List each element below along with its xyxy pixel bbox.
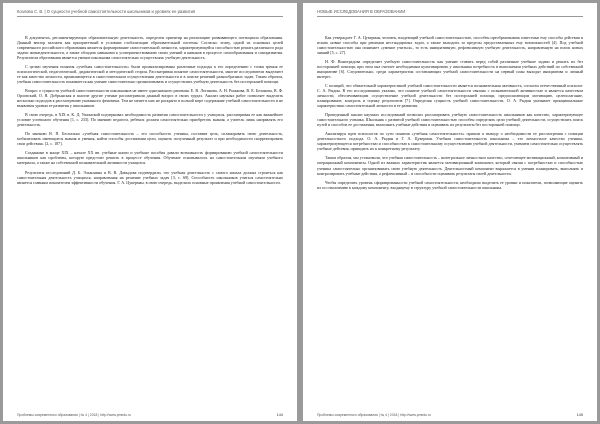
paragraph: В документах, регламентирующих образовательную деятельность, определен ориентир на реализацию развивающего потенциала образования. Данный вектор заложен как приоритетный в условиях глобализации образовательной системы. Согласно этому, одной из основных целей современного российского образования является формирование самостоятельной личности, характеризующейся способностью решать различного рода задачи жизнедеятельности, а также обладать навыками к усовершенствованию своих умений и навыков в процессе самообразования и саморазвития. Результатом образования является умение школьника самостоятельно осуществлять учебную деятельность. <box>17 34 283 60</box>
right-page <box>303 3 597 421</box>
footer-left <box>17 413 283 417</box>
footer-journal: Проблемы современного образования | № 4 | 2018 | http://www.pmedu.ru <box>317 413 432 417</box>
paragraph: С позиций, что обязательной характеристикой учебной самостоятельности является познавательная активность, согласен отечественный психолог С. А. Рыдин. В его исследованиях указано, что понятие учебной самостоятельности связано с познавательной активностью и является качеством личности, обеспечивающим осуществление учебной деятельности без посторонней помощи, предполагающим мотивацию, целеполагание, планирование, контроль и оценку результатов [7]. Определяя сущность учебной самостоятельности, О. А. Рыдин указывает принципиальные характеристики самостоятельной личности и ее развития. <box>317 82 583 109</box>
left-page <box>3 3 297 421</box>
paragraph: Созданные в конце XIX – начале XX вв. учебные книги и учебные пособия давали возможность формированию учебной самостоятельности школьников как проблемы, которую предстоит решить в процессе обучения. Обучение основывалось на самостоятельном изучении учебного материала, а также на собственной познавательной активности учащихся. <box>17 150 283 166</box>
paragraph: Проведенный анализ научных исследований позволил рассматривать учебную самостоятельность школьников как качество, характеризующее самостоятельного ученика. Школьник с развитой учебной самостоятельностью способен определять цели учебной деятельности, осуществлять поиск путей и способов ее достижения, выполнять учебные действия и оценивать их результаты без посторонней помощи. <box>317 112 583 128</box>
paragraph: По мнению В. П. Беспалько «учебная самостоятельность – это способность ученика, поставив цель, спланировать свою деятельность, мобилизовать имеющиеся знания и умения, найти способы достижения цели, оценить полученный результат и при необходимости скорректировать свои действия» [2, с. 187]. <box>17 131 283 147</box>
paragraph: Чтобы определить уровень сформированности учебной самостоятельности, необходимо выделить ее уровни и показатели, позволяющие оценить их по отношению к каждому компоненту, входящему в структуру учебной самостоятельности школьника. <box>317 179 583 190</box>
page-number: 145 <box>576 413 583 417</box>
paragraph: Анализируя идеи психологов по сути понятия «учебная самостоятельность» пришли к выводу о необходимости ее рассмотрения с позиции деятельностного подхода. О. А. Рыдин и Г. А. Цукерман. Учебная самостоятельность школьника – это личностное качество ученика, характеризующееся потребностью и способностью к самостоятельному осуществлению учебной деятельности, умением самостоятельно осуществлять учебные действия, приводить их к конкретному результату. <box>317 131 583 152</box>
paragraph: Результаты исследований Д. Б. Эльконина и В. В. Давыдова подтвердили, что учебная деятельность с самого начала должна строиться как самостоятельная деятельность учащихся, направленная на решение учебных задач [3, с. 69]. Способность школьников учиться самостоятельно является главным показателем эффективности обучения. Г. А. Цукерман, в свою очередь, выделила основные проявления учебной самостоятельности. <box>17 169 283 185</box>
right-body-text <box>317 35 583 190</box>
left-body-text <box>17 35 283 185</box>
paragraph: Как утверждает Г. А. Цукерман, человек, владеющий учебной самостоятельностью, способен преобразовывать известные ему способы действия и искать новые способы при решении нестандартных задач, а также выходить за пределы предоставленных ему возможностей [4]. Под учебной самостоятельностью она понимает «умение учиться», то есть инициативную, рефлексивную учебную деятельность, направленную на поиск новых знаний [5, с. 27]. <box>317 34 583 55</box>
footer-journal: Проблемы современного образования | № 4 | 2018 | http://www.pmedu.ru <box>17 413 132 417</box>
page-number: 144 <box>276 413 283 417</box>
paragraph: Таким образом, мы установили, что учебная самостоятельность – интегральное личностное качество, сочетающее мотивационный, когнитивный и операционный компоненты. Одной из важных характеристик является мотивационный компонент, который связан с потребностью и способностью ученика самостоятельно организовывать свою учебную деятельность. Деятельностный компонент выражается в умении планировать, выполнять и контролировать учебные действия, а рефлексивный – в способности оценивать результаты своей деятельности. <box>317 155 583 176</box>
paragraph: Н. Ф. Виноградова определяет учебную самостоятельность как умение ставить перед собой различные учебные задачи и решать их без посторонней помощи, при этом она считает необходимым культивировать у школьника потребность в выполнении учебных действий по собственной инициативе [6]. Следовательно, среди характеристик составляющих учебной самостоятельности на первый план выходят инициатива и личный интерес. <box>317 58 583 79</box>
paragraph: С целью изучения понятия «учебная самостоятельность» были проанализированы различные подходы к его определению с точки зрения ее психологической, педагогической, дидактической и методической сторон. Рассматривая понятие самостоятельности, многие исследователи выделяют ее как качество личности, проявляющееся в самостоятельном осуществлении деятельности и в поиске решений разнообразных задач. Таким образом, учебная самостоятельность понимается как умение самостоятельно организовывать и осуществлять учебную деятельность без посторонней помощи. <box>17 63 283 84</box>
paragraph: Вопрос о сущности учебной самостоятельности школьников не имеет однозначного решения. Е. В. Логинова, А. Н. Рыжкова, В. Е. Беланова, В. Ф. Орловский, О. Я. Добрынская и многие другие ученые рассматривали данный вопрос в своих трудах. Анализ научных работ позволяет выделить несколько подходов к рассмотрению указанного феномена. Тем не менее в них не раскрыто в полной мере содержание учебной самостоятельности и не выявлены уровни ее развития у школьников. <box>17 87 283 109</box>
paragraph: В свою очередь, в XIX в. К. Д. Ушинский подчеркивал необходимость развития самостоятельности у учащихся, рассматривая ее как важнейшее условие успешного обучения [1, с. 233]. По мнению педагога, ребенок должен самостоятельно приобретать знания, а учитель лишь направлять его деятельность. <box>17 112 283 128</box>
footer-right <box>317 413 583 417</box>
running-head-left: Козлова С. В. | О сущности учебной самостоятельности школьников и уровнях ее развития <box>17 9 283 17</box>
running-head-right: НОВЫЕ ИССЛЕДОВАНИЯ В ОБРАЗОВАНИИ <box>317 9 583 17</box>
